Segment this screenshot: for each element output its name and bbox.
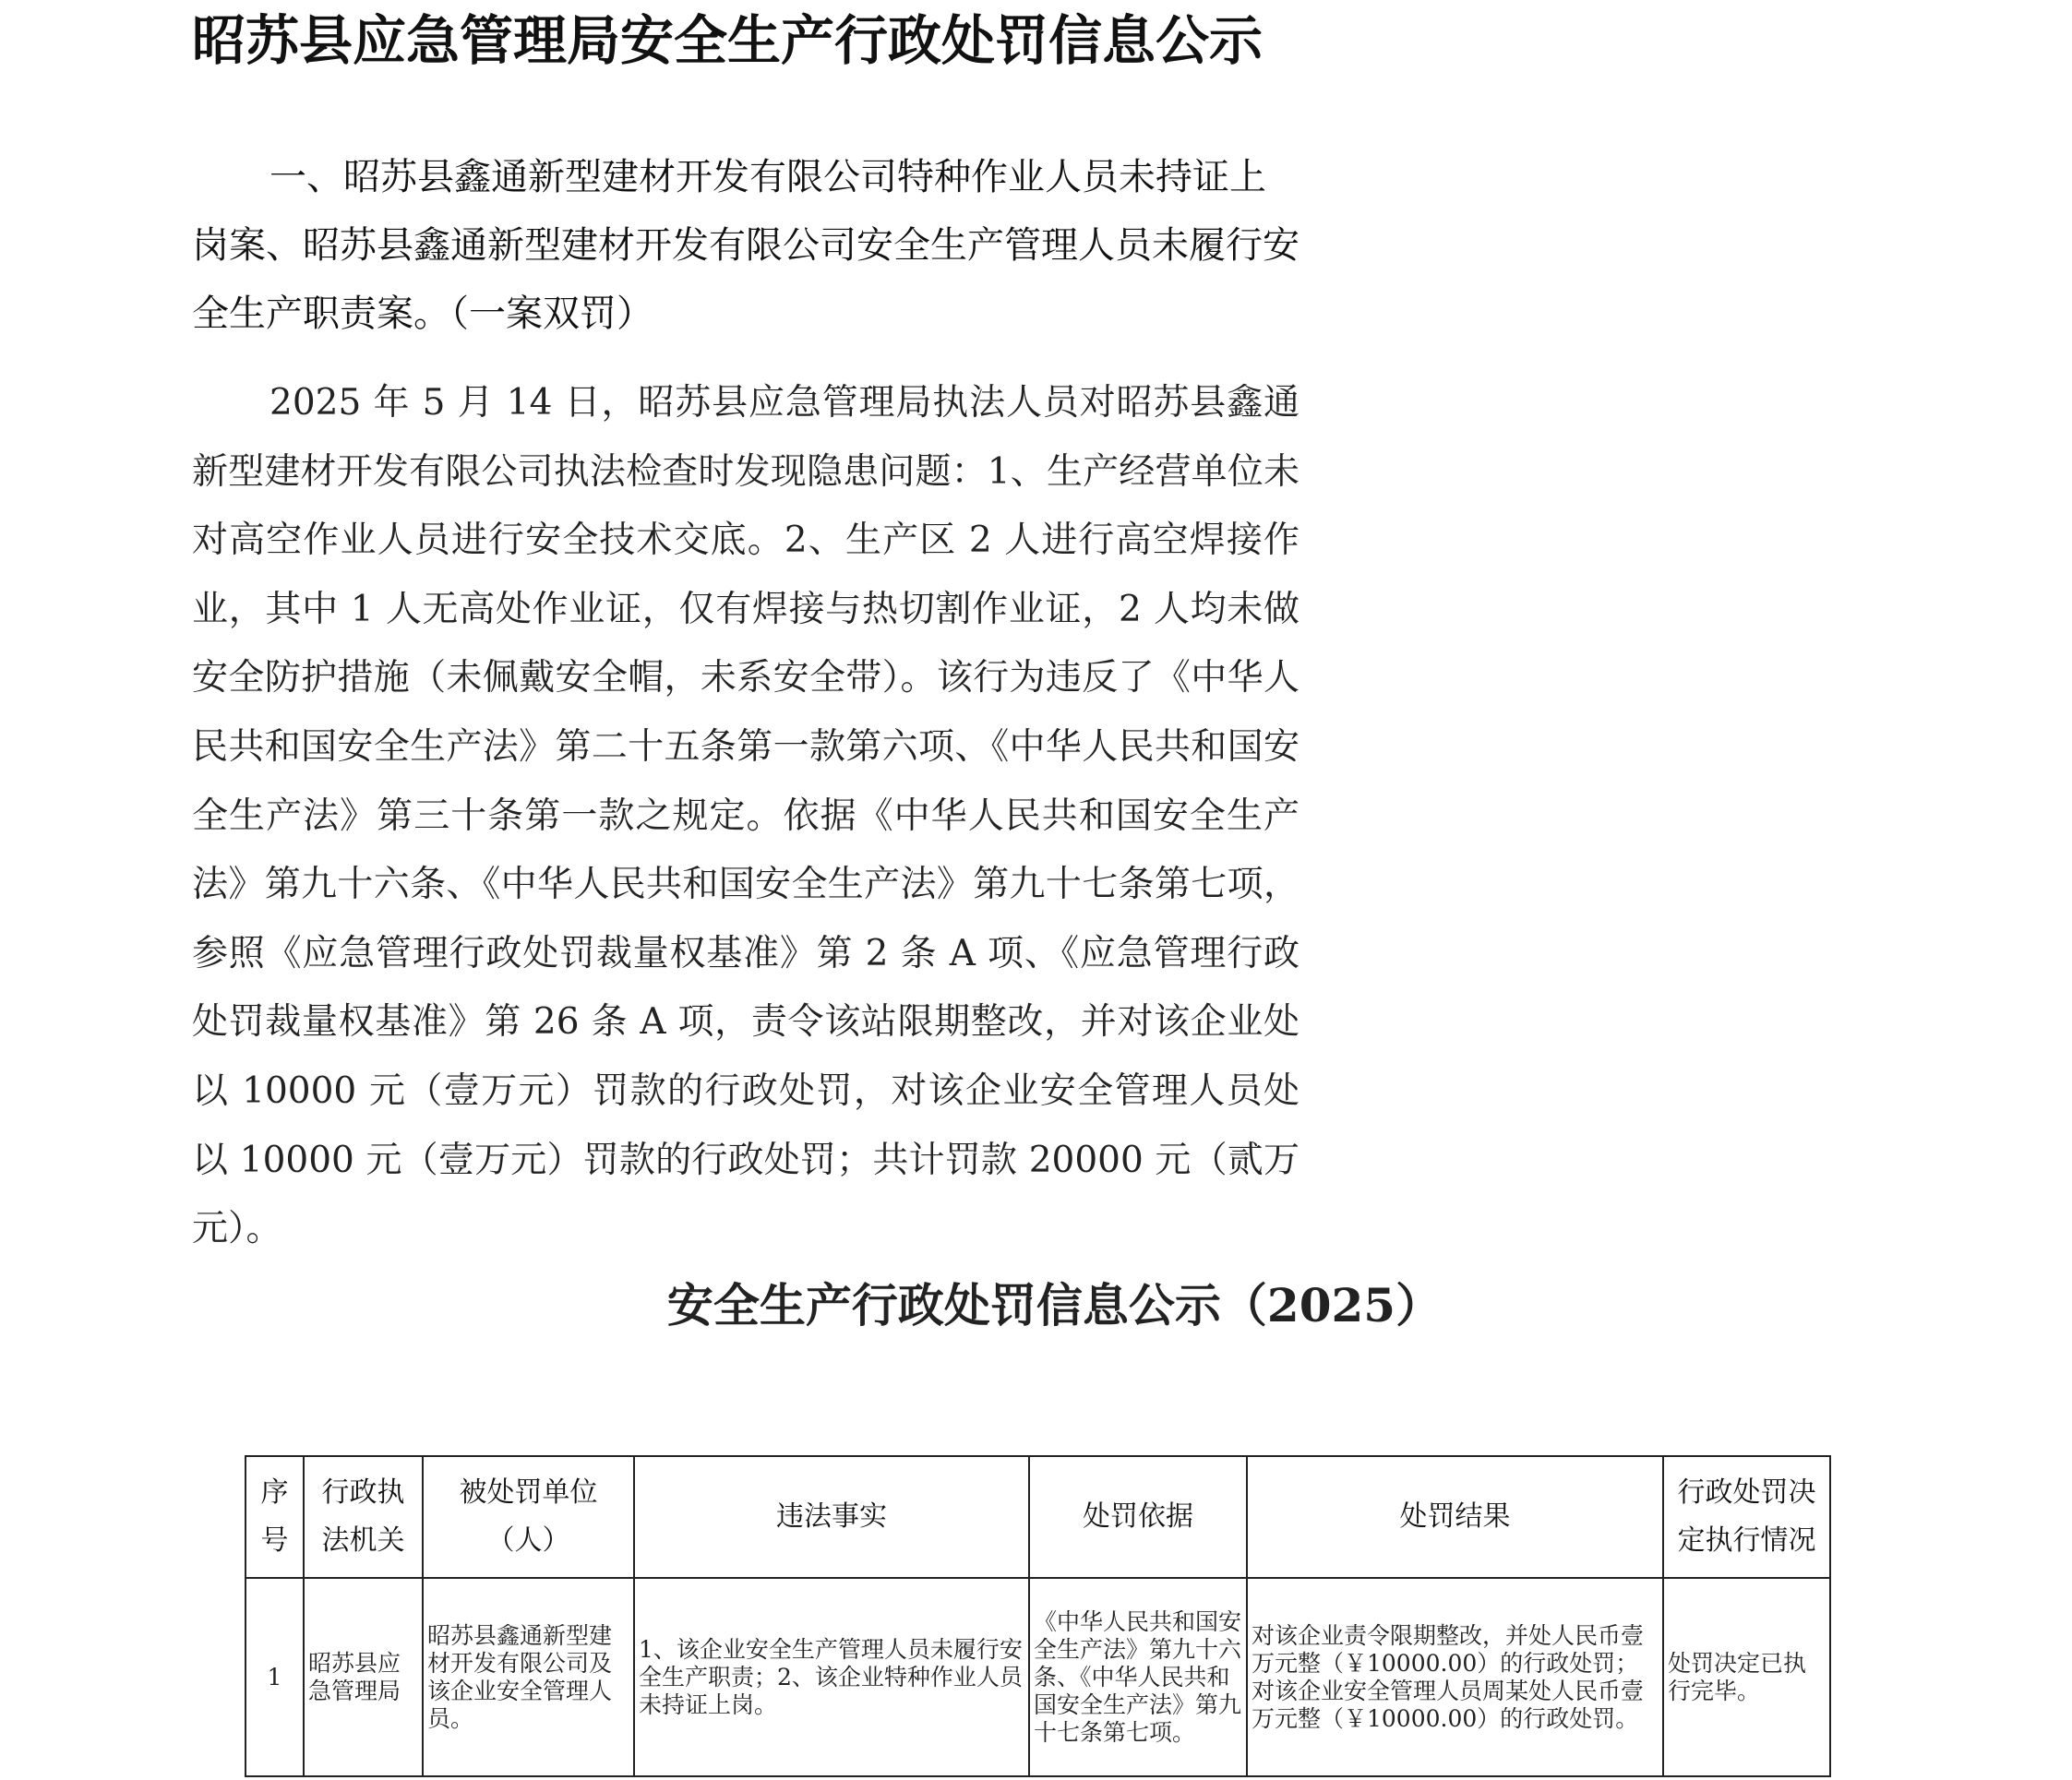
cell-party: 昭苏县鑫通新型建材开发有限公司及该企业安全管理人员。	[423, 1578, 634, 1776]
cell-facts: 1、该企业安全生产管理人员未履行安全生产职责；2、该企业特种作业人员未持证上岗。	[634, 1578, 1029, 1776]
cell-agency: 昭苏县应急管理局	[304, 1578, 423, 1776]
case-heading: 一、昭苏县鑫通新型建材开发有限公司特种作业人员未持证上岗案、昭苏县鑫通新型建材开发有限公司安全生产管理人员未履行安全生产职责案。（一案双罚）	[192, 156, 1299, 335]
page-title: 昭苏县应急管理局安全生产行政处罚信息公示	[192, 9, 1264, 72]
penalty-table	[245, 1455, 1831, 1777]
table-title: 安全生产行政处罚信息公示（2025）	[666, 1278, 1443, 1332]
header-facts: 违法事实	[634, 1456, 1029, 1578]
header-seq: 序号	[246, 1456, 304, 1578]
header-result: 处罚结果	[1247, 1456, 1663, 1578]
header-status: 行政处罚决定执行情况	[1663, 1456, 1830, 1578]
cell-result: 对该企业责令限期整改，并处人民币壹万元整（￥10000.00）的行政处罚；对该企业安全管理人员周某处人民币壹万元整（￥10000.00）的行政处罚。	[1247, 1578, 1663, 1776]
header-basis: 处罚依据	[1029, 1456, 1247, 1578]
header-party: 被处罚单位（人）	[423, 1456, 634, 1578]
cell-seq: 1	[246, 1578, 304, 1776]
header-agency: 行政执法机关	[304, 1456, 423, 1578]
case-description: 2025 年 5 月 14 日，昭苏县应急管理局执法人员对昭苏县鑫通新型建材开发有限公司执法检查时发现隐患问题：1、生产经营单位未对高空作业人员进行安全技术交底。2、生产区 2 人进行高空焊接作业，其中 1 人无高处作业证，仅有焊接与热切割作业证，2 人均未做安全防护措施（未佩戴安全帽，未系安全带）。该行为违反了《中华人民共和国安全生产法》第二十五条第一款第六项、《中华人民共和国安全生产法》第三十条第一款之规定。依据《中华人民共和国安全生产法》第九十六条、《中华人民共和国安全生产法》第九十七条第七项，参照《应急管理行政处罚裁量权基准》第 2 条 A 项、《应急管理行政处罚裁量权基准》第 26 条 A 项，责令该站限期整改，并对该企业处以 10000 元（壹万元）罚款的行政处罚，对该企业安全管理人员处以 10000 元（壹万元）罚款的行政处罚；共计罚款 20000 元（贰万元）。	[192, 382, 1299, 1250]
cell-basis: 《中华人民共和国安全生产法》第九十六条、《中华人民共和国安全生产法》第九十七条第七项。	[1029, 1578, 1247, 1776]
table-header-row	[246, 1456, 1830, 1578]
table-row	[246, 1578, 1830, 1776]
cell-status: 处罚决定已执行完毕。	[1663, 1578, 1830, 1776]
